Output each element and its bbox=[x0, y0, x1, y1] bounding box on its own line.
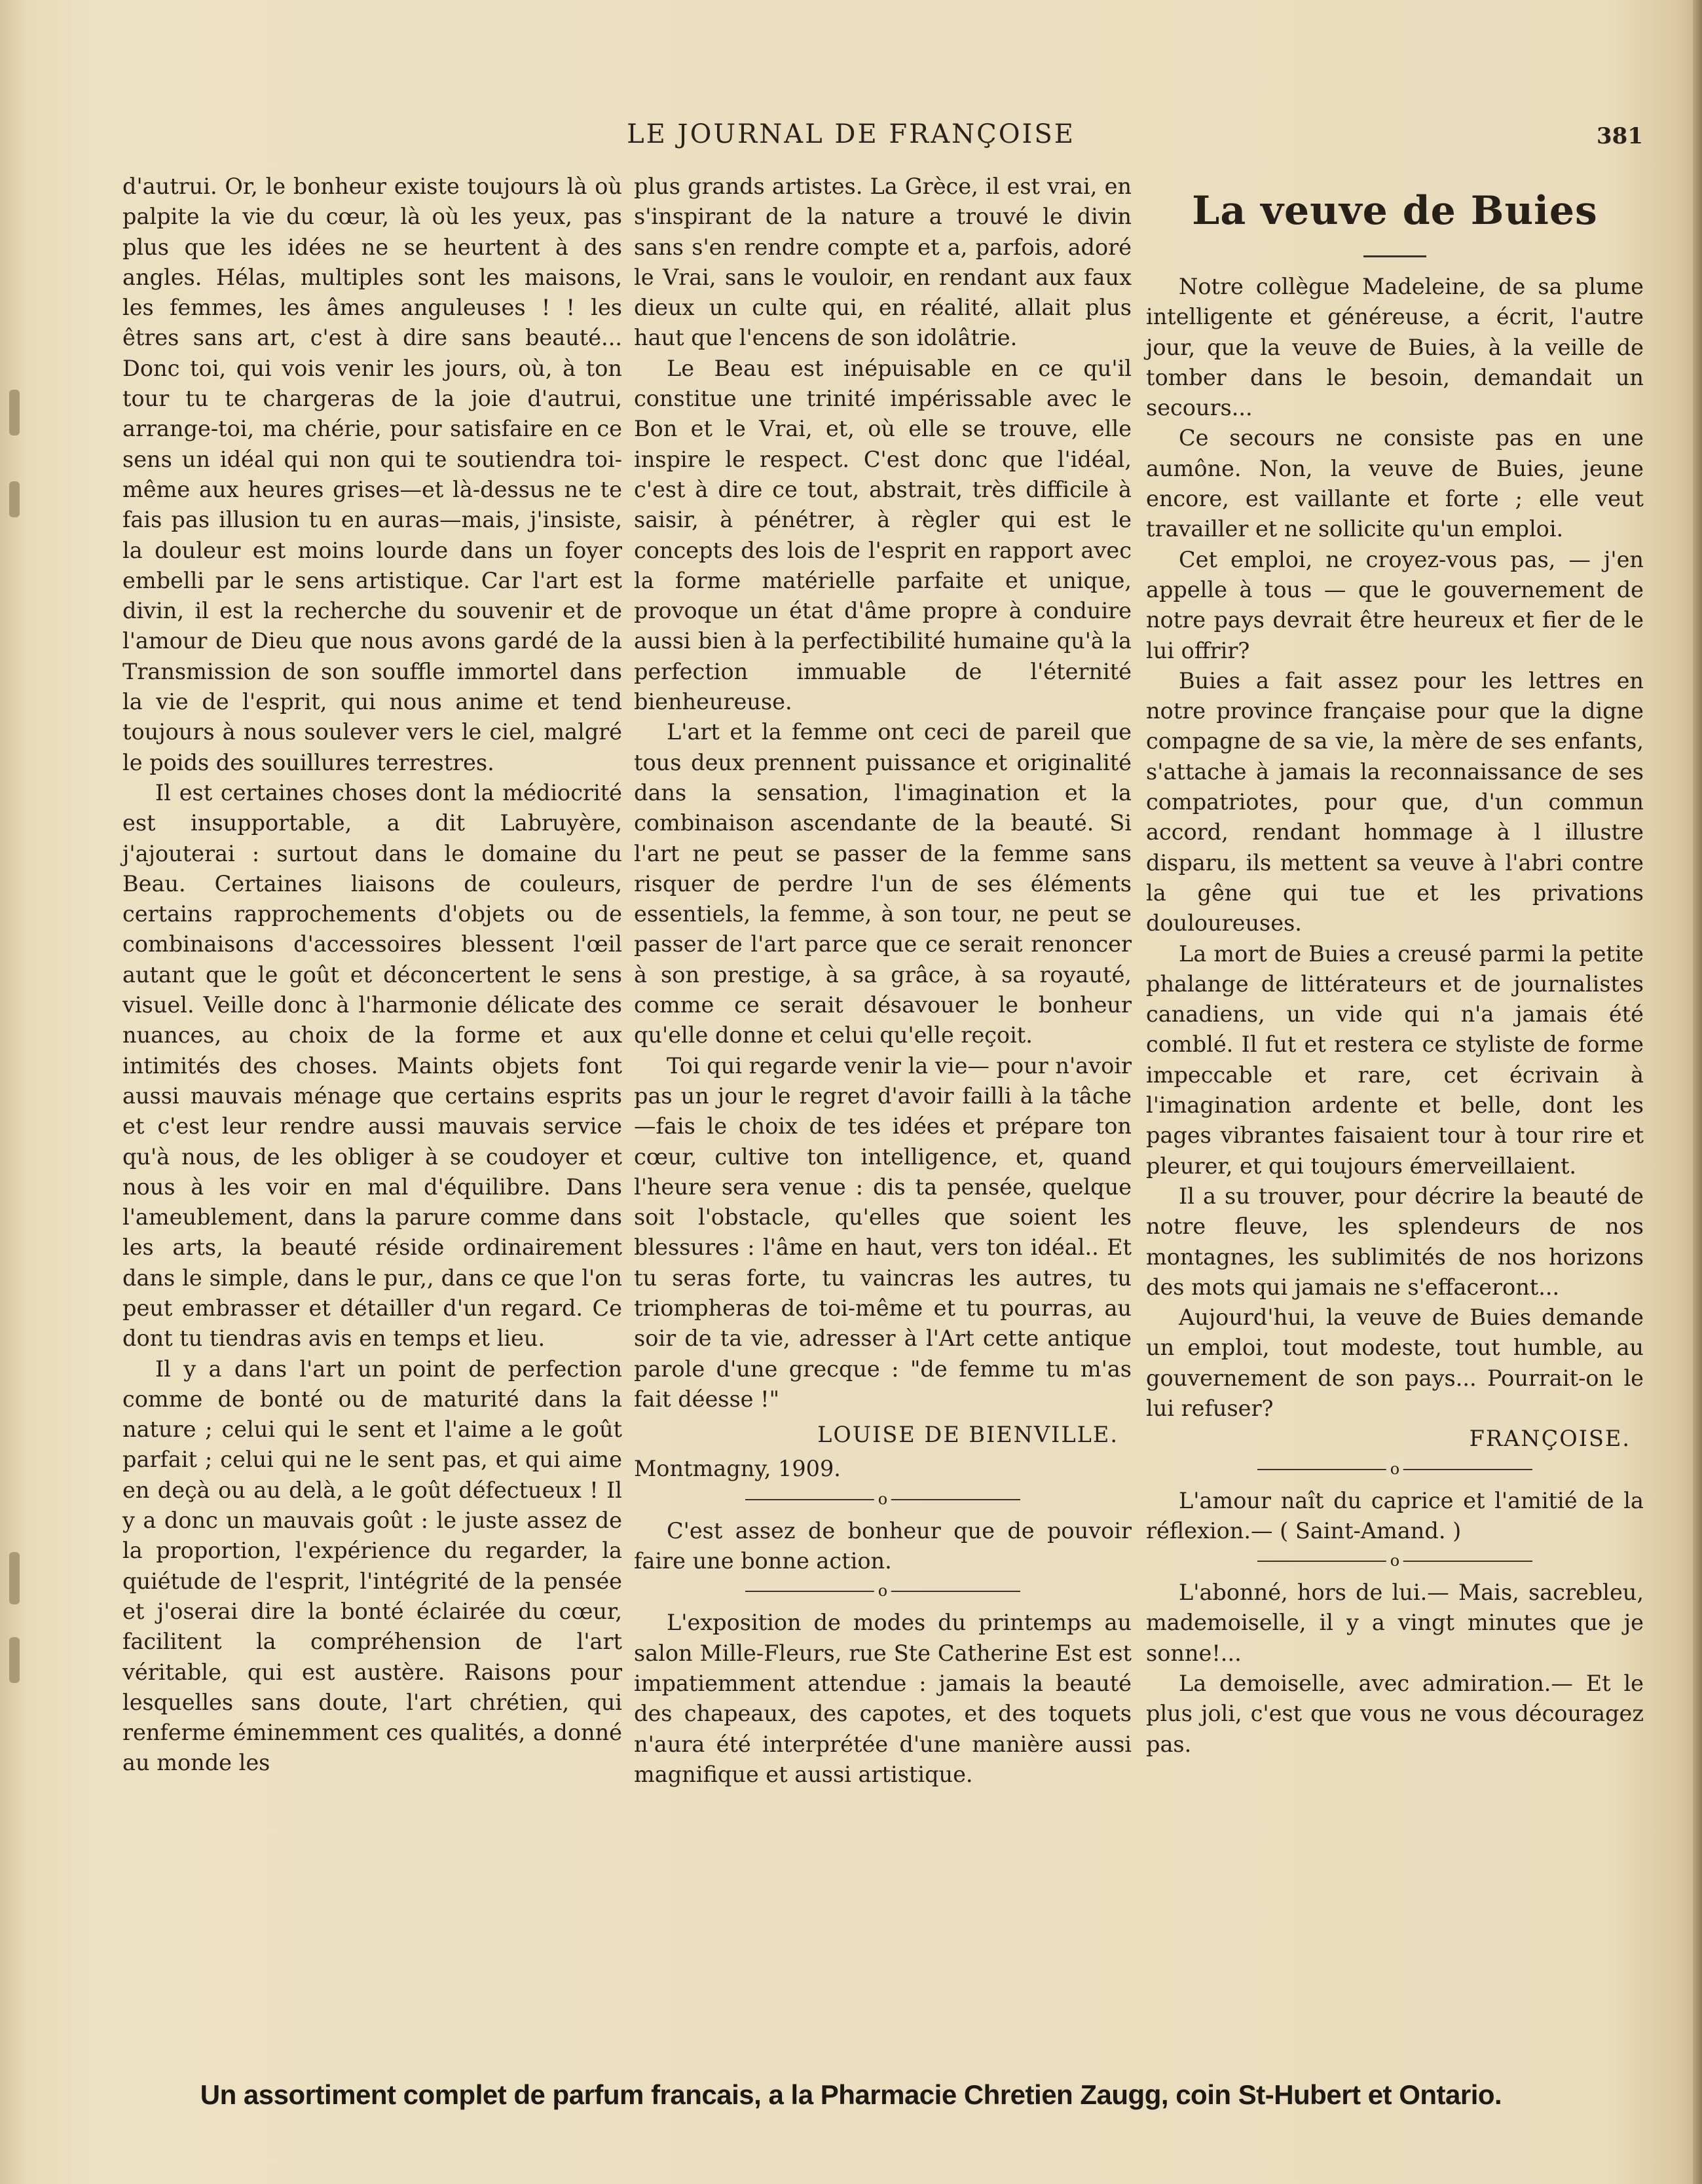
author-signature: FRANÇOISE. bbox=[1469, 1426, 1631, 1452]
paragraph: Il y a dans l'art un point de perfection comme de bonté ou de maturité dans la nature ; celui qui le sent et l'aime a le goût parfait ; celui qui ne le sent pas, et qui aime en deçà ou au delà, a le goût défectueux ! Il y a donc un mauvais goût : le juste assez de la proportion, l'expérience du regarder, la quiétude de l'esprit, l'intégrité de la pensée et j'oserai dire la bonté éclairée du cœur, facilitent la compréhension de l'art véritable, qui est austère. Raisons pour lesquelles sans doute, l'art chrétien, qui renferme éminemment ces qualités, a donné au monde les bbox=[122, 1356, 622, 1776]
title-rule bbox=[1363, 255, 1426, 257]
paragraph: Aujourd'hui, la veuve de Buies demande un emploi, tout modeste, tout humble, au gouvernement de son pays... Pourrait-on le lui refuser? bbox=[1146, 1305, 1644, 1421]
paragraph: L'art et la femme ont ceci de pareil que tous deux prennent puissance et originalité dans la sensation, l'imagination et la combinaison ascendante de la beauté. Si l'art ne peut se passer de la femme sans risquer de perdre l'un de ses éléments essentiels, la femme, à son tour, ne peut se passer de l'art parce que ce serait renoncer à son prestige, à sa grâce, à sa royauté, comme ce serait désavouer le bonheur qu'elle donne et celui qu'elle reçoit. bbox=[634, 719, 1132, 1048]
paragraph: Il a su trouver, pour décrire la beauté de notre fleuve, les splendeurs de nos montagnes, les sublimités de nos horizons des mots qui jamais ne s'effaceront... bbox=[1146, 1183, 1644, 1300]
paragraph: Il est certaines choses dont la médiocrité est insupportable, a dit Labruyère, j'ajouterai : surtout dans le domaine du Beau. Certaines liaisons de couleurs, certains rapprochements d'objets ou de combinaisons d'accessoires blessent l'œil autant que le goût et déconcertent le sens visuel. Veille donc à l'harmonie délicate des nuances, au choix de la forme et aux intimités des choses. Maints objets font aussi mauvais ménage que certains esprits et c'est leur rendre aussi mauvais service qu'à nous, de les obliger à se coudoyer et nous à les voir en mal d'équilibre. Dans l'ameublement, dans la parure comme dans les arts, la beauté réside ordinairement dans le simple, dans le pur,, dans ce que l'on peut embrasser et détailler d'un regard. Ce dont tu tiendras avis en temps et lieu. bbox=[122, 779, 622, 1352]
binding-stain bbox=[9, 390, 20, 435]
paragraph: Buies a fait assez pour les lettres en notre province française pour que la digne compagne de sa vie, la mère de ses enfants, s'attache à jamais la reconnaissance de ses compatriotes, pour que, d'un commun accord, rendant hommage à l illustre disparu, ils mettent sa veuve à l'abri contre la gêne qui tue et les privations douloureuses. bbox=[1146, 667, 1644, 936]
paragraph: Notre collègue Madeleine, de sa plume intelligente et généreuse, a écrit, l'autre jour, que la veuve de Buies, à la veille de tomber dans le besoin, demandait un secours... bbox=[1146, 274, 1644, 421]
column-1 bbox=[122, 172, 622, 1779]
footer-advertisement: Un assortiment complet de parfum francais, a la Pharmacie Chretien Zaugg, coin St-Hubert et Ontario. bbox=[200, 2079, 1502, 2110]
short-item: C'est assez de bonheur que de pouvoir faire une bonne action. bbox=[634, 1517, 1132, 1574]
paragraph: Cet emploi, ne croyez-vous pas, — j'en appelle à tous — que le gouvernement de notre pays devrait être heureux et fier de le lui offrir? bbox=[1146, 546, 1644, 663]
binding-stain bbox=[9, 1637, 20, 1683]
paragraph: Ce secours ne consiste pas en une aumône. Non, la veuve de Buies, jeune encore, est vaillante et forte ; elle veut travailler et ne sollicite qu'un emploi. bbox=[1146, 425, 1644, 542]
page-number: 381 bbox=[1597, 123, 1643, 149]
binding-stain bbox=[9, 481, 20, 517]
article-title: La veuve de Buies bbox=[1192, 188, 1598, 234]
author-signature: LOUISE DE BIENVILLE. bbox=[817, 1422, 1119, 1448]
binding-stain bbox=[9, 1552, 20, 1604]
separator-rule: o bbox=[634, 1582, 1132, 1601]
anecdote-line: La demoiselle, avec admiration.— Et le plus joli, c'est que vous ne vous découragez pas. bbox=[1146, 1671, 1644, 1757]
paragraph: d'autrui. Or, le bonheur existe toujours là où palpite la vie du cœur, là où les yeux, pas plus que les idées ne se heurtent à des angles. Hélas, multiples sont les maisons, les femmes, les âmes anguleuses ! ! les êtres sans art, c'est à dire sans beauté... Donc toi, qui vois venir les jours, où, à ton tour tu te chargeras de la joie d'autrui, arrange-toi, ma chérie, pour satisfaire en ce sens un idéal qui non qui te soutiendra toi-même aux heures grises—et là-dessus ne te fais pas illusion tu en auras—mais, j'insiste, la douleur est moins lourde dans un foyer embelli par le sens artistique. Car l'art est divin, il est la recherche du souvenir et de l'amour de Dieu que nous avons gardé de la Transmission de son souffle immortel dans la vie de l'esprit, qui nous anime et tend toujours à nous soulever vers le ciel, malgré le poids des souillures terrestres. bbox=[122, 174, 622, 775]
paragraph: Toi qui regarde venir la vie— pour n'avoir pas un jour le regret d'avoir failli à la tâche—fais le choix de tes idées et prépare ton cœur, cultive ton intelligence, et, quand l'heure sera venue : dis ta pensée, quelque soit l'obstacle, qu'elles que soient les blessures : l'âme en haut, vers ton idéal.. Et tu seras forte, tu vaincras les autres, tu triompheras de toi-même et tu pourras, au soir de ta vie, adresser à l'Art cette antique parole d'une grecque : "de femme tu m'as fait déesse !" bbox=[634, 1052, 1132, 1412]
page-edge bbox=[1693, 0, 1702, 2184]
column-2 bbox=[634, 172, 1132, 1790]
paragraph: plus grands artistes. La Grèce, il est vrai, en s'inspirant de la nature a trouvé le divin sans s'en rendre compte et a, parfois, adoré le Vrai, sans le vouloir, en rendant aux faux dieux un culte qui, en réalité, allait plus haut que l'encens de son idolâtrie. bbox=[634, 174, 1132, 351]
column-3 bbox=[1146, 172, 1644, 1760]
dateline: Montmagny, 1909. bbox=[634, 1456, 841, 1482]
separator-rule: o bbox=[1146, 1551, 1644, 1571]
quote: L'amour naît du caprice et l'amitié de la réflexion.— ( Saint-Amand. ) bbox=[1146, 1487, 1644, 1544]
paragraph: Le Beau est inépuisable en ce qu'il constitue une trinité impérissable avec le Bon et le Vrai, et, où elle se trouve, elle inspire le respect. C'est donc que l'idéal, c'est à dire ce tout, abstrait, très difficile à saisir, à pénétrer, à règler qui est le concepts des lois de l'esprit en rapport avec la forme matérielle parfaite et unique, provoque un état d'âme propre à conduire aussi bien à la perfectibilité humaine qu'à la perfection immuable de l'éternité bienheureuse. bbox=[634, 355, 1132, 715]
anecdote-line: L'abonné, hors de lui.— Mais, sacrebleu, mademoiselle, il y a vingt minutes que je sonne!... bbox=[1146, 1580, 1644, 1666]
separator-rule: o bbox=[634, 1490, 1132, 1509]
separator-rule: o bbox=[1146, 1460, 1644, 1479]
running-title: LE JOURNAL DE FRANÇOISE bbox=[627, 119, 1075, 149]
paragraph: La mort de Buies a creusé parmi la petite phalange de littérateurs et de journalistes canadiens, un vide qui n'a jamais été comblé. Il fut et restera ce styliste de forme impeccable et rare, cet écrivain à l'imagination ardente et belle, dont les pages vibrantes faisaient tour à tour rire et pleurer, et qui toujours émerveillaient. bbox=[1146, 940, 1644, 1179]
exposition-notice: L'exposition de modes du printemps au salon Mille-Fleurs, rue Ste Catherine Est est impatiemment attendue : jamais la beauté des chapeaux, des capotes, et des toquets n'aura été interprétée d'une manière aussi magnifique et aussi artistique. bbox=[634, 1610, 1132, 1787]
